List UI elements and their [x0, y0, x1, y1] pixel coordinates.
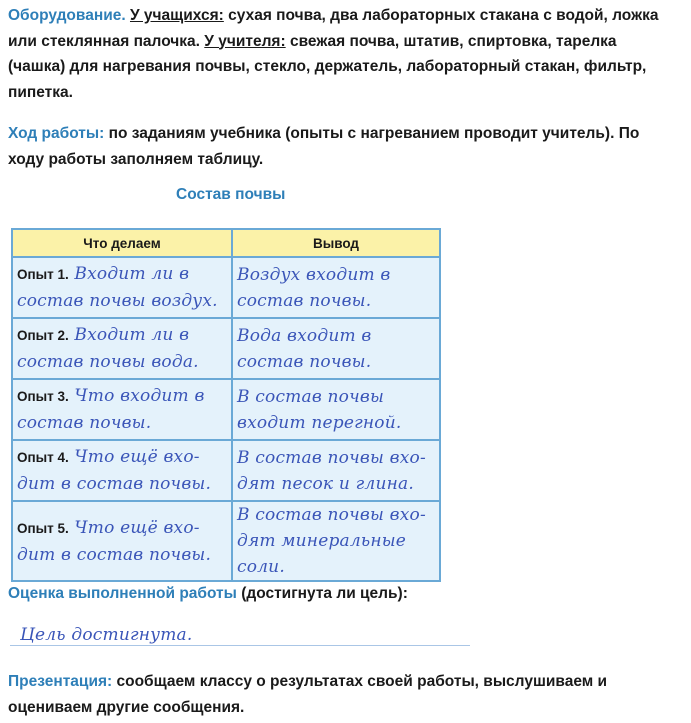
action-cell-content [17, 383, 227, 436]
procedure-text: по заданиям учебника (опыты с нагреванием проводит учитель). По ходу работы заполняем таблицу. [8, 125, 640, 168]
action-cell-content [17, 261, 227, 314]
procedure-paragraph [8, 121, 678, 172]
action-cell [12, 318, 232, 379]
experiment-label: Опыт 2. [17, 328, 69, 343]
soil-composition-table [11, 228, 441, 582]
presentation-text: сообщаем классу о результатах своей работы, выслушиваем и оцениваем другие сообщения. [8, 673, 608, 716]
experiment-label: Опыт 5. [17, 520, 69, 536]
conclusion-cell [232, 501, 440, 581]
conclusion-text: В состав почвы вхо-дят песок и глина. [237, 447, 426, 494]
header-action: Что делаем [12, 229, 232, 257]
action-text: Что ещё вхо-дит в состав почвы. [17, 447, 212, 494]
conclusion-cell [232, 318, 440, 379]
table-row [12, 379, 440, 440]
table-row [12, 257, 440, 318]
evaluation-label: Оценка выполненной работы [8, 585, 237, 602]
action-cell [12, 501, 232, 581]
action-cell-content [17, 444, 227, 497]
action-text: Входит ли в состав почвы вода. [17, 325, 199, 372]
action-cell-content [17, 515, 227, 568]
conclusion-cell [232, 379, 440, 440]
conclusion-cell [232, 257, 440, 318]
action-cell [12, 257, 232, 318]
action-cell-content [17, 322, 227, 375]
conclusion-text: В состав почвы входит перегной. [237, 386, 402, 433]
table-row [12, 318, 440, 379]
action-cell [12, 440, 232, 501]
action-text: Что ещё вхо-дит в состав почвы. [17, 517, 212, 565]
action-cell [12, 379, 232, 440]
conclusion-text: В состав почвы вхо-дят минеральные соли. [237, 505, 426, 577]
action-text: Входит ли в состав почвы воздух. [17, 264, 218, 311]
equipment-label: Оборудование. [8, 7, 126, 24]
conclusion-text: Вода входит в состав почвы. [237, 325, 372, 372]
evaluation-text: (достигнута ли цель): [236, 585, 408, 602]
equipment-paragraph [8, 3, 678, 105]
students-label: У учащихся: [129, 7, 224, 24]
teacher-label: У учителя: [204, 32, 286, 50]
conclusion-text: Воздух входит в состав почвы. [237, 264, 391, 311]
table-title: Состав почвы [176, 186, 286, 203]
header-conclusion: Вывод [232, 229, 440, 257]
teacher-text: свежая почва, штатив, спиртовка, тарелка (чашка) для нагревания почвы, стекло, держатель, лабораторный стакан, фильтр, пипетка. [8, 32, 647, 101]
table-row [12, 501, 440, 581]
presentation-label: Презентация: [8, 673, 113, 690]
conclusion-cell [232, 440, 440, 501]
experiment-label: Опыт 1. [17, 267, 69, 282]
procedure-label: Ход работы: [8, 125, 105, 142]
evaluation-paragraph [8, 581, 678, 607]
presentation-paragraph [8, 669, 678, 720]
experiment-label: Опыт 3. [17, 389, 69, 404]
table-row [12, 440, 440, 501]
table-header-row [12, 229, 440, 257]
evaluation-answer: Цель достигнута. [20, 625, 193, 645]
students-text: сухая почва, два лабораторных стакана с водой, ложка или стеклянная палочка. [8, 7, 659, 50]
experiment-label: Опыт 4. [17, 450, 69, 465]
action-text: Что входит в состав почвы. [17, 386, 205, 433]
